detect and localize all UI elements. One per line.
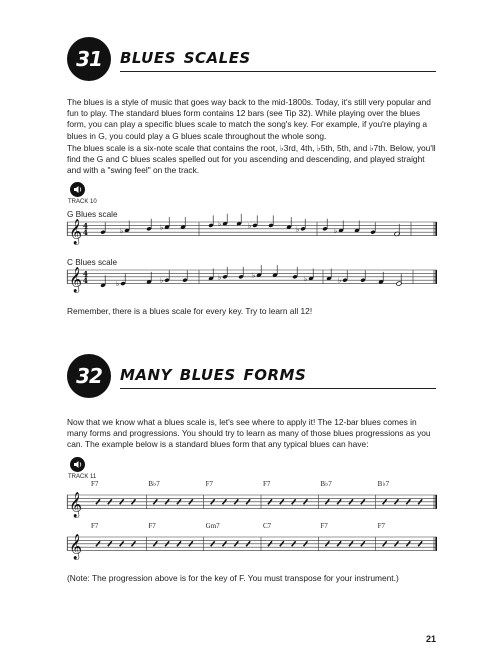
tip-title: blues scales — [120, 44, 251, 68]
speaker-icon[interactable] — [70, 457, 85, 472]
chord-symbol: B♭7 — [320, 480, 332, 488]
tip-number-badge: 32 — [67, 354, 111, 398]
time-signature: 4 — [83, 228, 88, 238]
chord-symbol: B♭7 — [377, 480, 390, 488]
paragraph: The blues is a style of music that goes way back to the mid-1800s. Today, it's still very popular and fun to play. The standard blues form contains 12 bars (see Tip 32). While playing over the blues form, you can play a specific blues scale to match the song's key. For example, if you're playing a blues in G, you could play a G blues scale throughout the whole song. — [67, 97, 431, 141]
tip-title: many blues forms — [120, 361, 307, 385]
treble-clef-icon: 𝄞 — [69, 267, 83, 293]
flat-sign: ♭ — [304, 275, 308, 283]
treble-clef-icon: 𝄞 — [69, 219, 83, 245]
slash-staff — [67, 487, 437, 517]
time-signature: 4 — [83, 221, 88, 231]
final-barline — [435, 222, 437, 236]
staff-label: C Blues scale — [67, 258, 118, 267]
closing-text: Remember, there is a blues scale for every key. Try to learn all 12! — [67, 306, 313, 316]
chord-symbol: F7 — [205, 480, 214, 488]
chord-symbol: F7 — [91, 522, 99, 530]
flat-sign: ♭ — [160, 276, 164, 285]
flat-sign: ♭ — [334, 227, 338, 235]
treble-clef-icon: 𝄞 — [69, 534, 83, 560]
tip-number-badge: 31 — [67, 37, 111, 81]
flat-sign: ♭ — [252, 271, 256, 280]
speaker-icon[interactable] — [70, 182, 85, 197]
flat-sign: ♭ — [296, 225, 300, 234]
flat-sign: ♭ — [120, 227, 124, 235]
track-label: TRACK 11 — [68, 474, 97, 480]
chord-symbol: B♭7 — [148, 480, 160, 488]
title-rule — [120, 71, 436, 72]
music-staff — [67, 264, 437, 300]
flat-sign: ♭ — [160, 223, 164, 232]
chord-symbol: C7 — [263, 522, 272, 530]
paragraph: The blues scale is a six-note scale that contains the root, ♭3rd, 4th, ♭5th, 5th, and ♭7th. Below, you'll find the G and C blues scales spelled out for you ascending and descending, and played straight and with a "swing feel" on the track. — [67, 143, 436, 176]
chord-symbol: F7 — [91, 480, 99, 488]
chord-symbol: F7 — [148, 522, 156, 530]
note-text: (Note: The progression above is for the key of F. You must transpose for your instrument.) — [67, 573, 399, 583]
chord-symbol: F7 — [320, 522, 328, 530]
slash-staff — [67, 529, 437, 559]
chord-symbol: F7 — [377, 522, 386, 530]
paragraph: Now that we know what a blues scale is, let's see where to apply it! The 12-bar blues comes in many forms and progressions. You should try to learn as many of those blues progressions as you can. The example below is a standard blues form that any typical blues can have: — [67, 417, 431, 450]
chord-symbol: Gm7 — [205, 522, 220, 530]
staff-label: G Blues scale — [67, 210, 118, 219]
chord-symbol: F7 — [263, 480, 271, 488]
final-barline — [435, 537, 437, 551]
final-barline — [435, 270, 437, 284]
flat-sign: ♭ — [218, 273, 222, 282]
flat-sign: ♭ — [218, 220, 222, 229]
flat-sign: ♭ — [248, 221, 252, 230]
music-staff — [67, 216, 437, 252]
treble-clef-icon: 𝄞 — [69, 492, 83, 518]
final-barline — [435, 495, 437, 509]
time-signature: 4 — [83, 269, 88, 279]
title-rule — [120, 388, 436, 389]
flat-sign: ♭ — [338, 276, 342, 285]
track-label: TRACK 10 — [68, 199, 97, 205]
flat-sign: ♭ — [116, 280, 120, 289]
page-number: 21 — [425, 634, 436, 644]
time-signature: 4 — [83, 276, 88, 286]
